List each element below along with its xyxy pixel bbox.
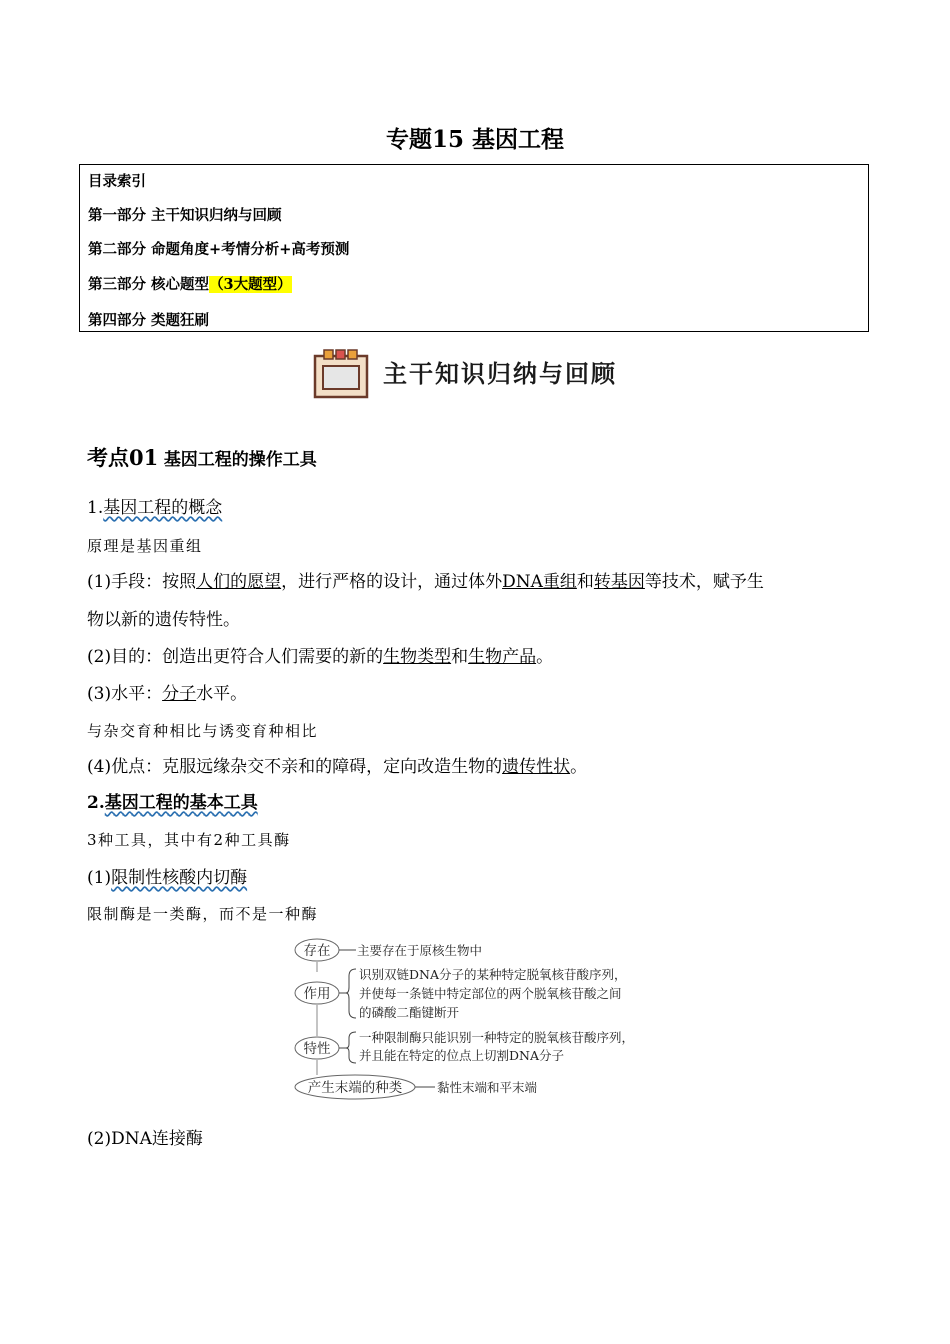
tools-heading: 2.基因工程的基本工具 [87, 793, 258, 813]
desc-ends: 黏性末端和平末端 [437, 1080, 538, 1095]
desc-function-3: 的磷酸二酯键断开 [359, 1005, 460, 1020]
node-property-label: 特性 [303, 1041, 331, 1057]
concept-title: 基因工程的概念 [103, 498, 223, 518]
section-heading [87, 443, 317, 475]
toc-heading: 目录索引 [88, 173, 146, 190]
page-title: 专题15 基因工程 [385, 126, 564, 153]
concept-line3: (3)水平：分子水平。 [87, 684, 248, 704]
banner-text: 主干知识归纳与回顾 [383, 360, 617, 388]
note-principle: 原理是基因重组 [87, 537, 203, 555]
node-ends-label: 产生末端的种类 [307, 1080, 403, 1096]
concept-heading [87, 496, 222, 520]
concept-line2: (2)目的：创造出更符合人们需要的新的生物类型和生物产品。 [87, 647, 554, 667]
restriction-enzyme-diagram [290, 935, 665, 1105]
toc-item-part2[interactable]: 第二部分 命题角度+考情分析+高考预测 [88, 241, 350, 258]
toc-item-part1[interactable]: 第一部分 主干知识归纳与回顾 [88, 207, 282, 224]
node-function-label: 作用 [303, 986, 331, 1002]
toc-item-part4[interactable]: 第四部分 类题狂刷 [88, 312, 210, 329]
note-restriction: 限制酶是一类酶，而不是一种酶 [87, 905, 319, 923]
desc-function-2: 并使每一条链中特定部位的两个脱氧核苷酸之间 [359, 986, 622, 1001]
desc-existence: 主要存在于原核生物中 [357, 943, 483, 958]
toc-part3-label: 第三部分 核心题型 [88, 276, 210, 293]
concept-line1-cont: 物以新的遗传特性。 [87, 610, 240, 630]
note-tools: 3种工具，其中有2种工具酶 [87, 831, 291, 849]
section-title: 基因工程的操作工具 [163, 450, 317, 470]
node-existence-label: 存在 [303, 943, 331, 959]
desc-function-1: 识别双链DNA分子的某种特定脱氧核苷酸序列， [359, 967, 627, 982]
notebook-icon [313, 349, 369, 399]
toc-box [79, 164, 869, 332]
concept-line1: (1)手段：按照人们的愿望，进行严格的设计，通过体外DNA重组和转基因等技术，赋予生 [87, 572, 764, 592]
tools-item2: (2)DNA连接酶 [87, 1129, 203, 1149]
toc-part3-highlight: （3大题型） [209, 276, 292, 293]
desc-property-1: 一种限制酶只能识别一种特定的脱氧核苷酸序列， [359, 1030, 635, 1045]
toc-item-part3[interactable] [88, 275, 292, 295]
tools-item1: (1)限制性核酸内切酶 [87, 868, 248, 888]
concept-line4: (4)优点：克服远缘杂交不亲和的障碍，定向改造生物的遗传性状。 [87, 757, 588, 777]
section-prefix: 考点01 [87, 445, 159, 470]
section-banner [313, 349, 653, 401]
concept-num: 1. [87, 498, 104, 518]
desc-property-2: 并且能在特定的位点上切割DNA分子 [359, 1048, 564, 1063]
note-compare: 与杂交育种相比与诱变育种相比 [87, 722, 319, 740]
